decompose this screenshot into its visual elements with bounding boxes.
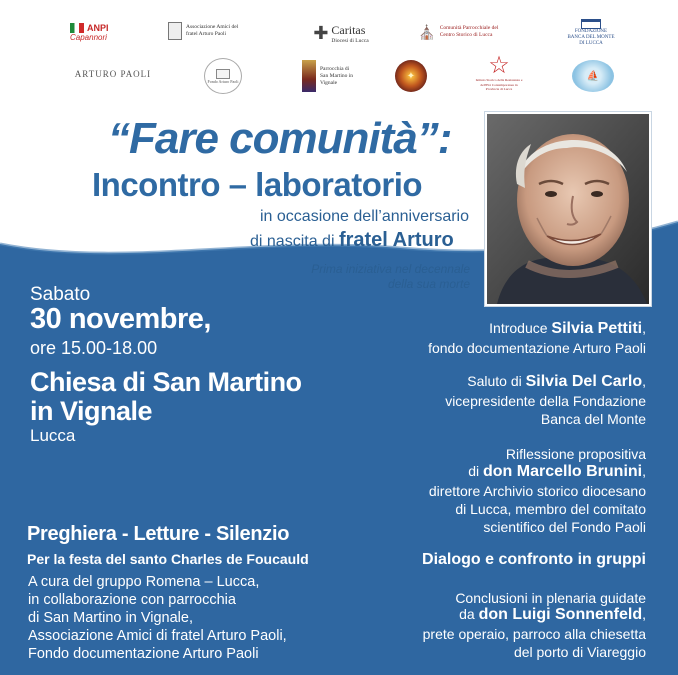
- reflection-speaker: [468, 463, 646, 481]
- parrocchia-name: Parrocchia di San Martino in Vignale: [320, 65, 353, 86]
- program-subtitle: Per la festa del santo Charles de Foucauld: [27, 551, 309, 567]
- romena-logo: [395, 60, 427, 92]
- refl-name: don Marcello Brunini: [482, 463, 643, 480]
- refl-prefix: di: [468, 463, 483, 479]
- intro-prefix: Introduce: [489, 320, 552, 336]
- initiative-text-1: Prima iniziativa nel decennale: [311, 262, 470, 276]
- conclusion-speaker: [459, 606, 646, 624]
- anpi-location: Capannori: [70, 32, 107, 42]
- caritas-name: Caritas: [331, 22, 366, 37]
- greet-speaker: [467, 373, 646, 391]
- caritas-sub: Diocesi di Lucca: [331, 37, 369, 44]
- comunita-name: Comunità Parrocchiale del Centro Storico di Lucca: [439, 25, 499, 38]
- greet-prefix: Saluto di: [467, 373, 526, 389]
- caritas-cross-icon: ✚: [313, 22, 329, 43]
- reflection-role-1: direttore Archivio storico diocesano: [428, 483, 646, 499]
- associazione-logo: [168, 18, 252, 44]
- intro-speaker: [489, 320, 646, 338]
- intro-role: fondo documentazione Arturo Paoli: [428, 340, 646, 356]
- istituto-logo: [474, 50, 524, 96]
- credit-line: Associazione Amici di fratel Arturo Paoli,: [28, 628, 287, 644]
- arturo-paoli-logo: [70, 66, 156, 82]
- comunita-logo: [418, 20, 514, 44]
- conclusion-role-1: prete operaio, parroco alla chiesetta: [422, 626, 646, 642]
- intro-name: Silvia Pettiti: [551, 320, 643, 337]
- occasion-text: in occasione dell’anniversario: [260, 208, 470, 225]
- book-icon: [168, 22, 182, 40]
- event-time: ore 15.00-18.00: [30, 338, 158, 358]
- occasion-prefix: di nascita di: [250, 233, 339, 250]
- event-date: 30 novembre,: [30, 303, 211, 335]
- greet-suffix: ,: [642, 373, 646, 389]
- concl-prefix: da: [459, 606, 479, 622]
- dialog-heading: Dialogo e confronto in gruppi: [422, 551, 646, 568]
- istituto-name: Istituto Storico della Resistenza e dell'Età Contemporanea in Provincia di Lucca: [475, 78, 523, 92]
- flame-icon: ✦: [406, 70, 416, 82]
- fondazione-logo: [566, 18, 616, 48]
- concl-suffix: ,: [642, 606, 646, 622]
- church-icon: ⛪: [418, 23, 436, 40]
- conclusion-label: Conclusioni in plenaria guidate: [455, 590, 646, 606]
- concl-name: don Luigi Sonnenfeld: [478, 606, 643, 623]
- occasion-name: fratel Arturo: [338, 229, 454, 251]
- saint-icon: [302, 60, 316, 92]
- main-title: “Fare comunità”:: [108, 114, 452, 163]
- greet-name: Silvia Del Carlo: [525, 373, 643, 390]
- reflection-label: Riflessione propositiva: [505, 446, 646, 462]
- refl-suffix: ,: [642, 463, 646, 479]
- building-icon: [581, 19, 601, 29]
- fondo-book-icon: [216, 69, 230, 79]
- greet-role-2: Banca del Monte: [540, 411, 646, 427]
- event-day: Sabato: [30, 284, 91, 305]
- greet-role-1: vicepresidente della Fondazione: [445, 393, 646, 409]
- program-title: Preghiera - Letture - Silenzio: [27, 523, 290, 545]
- conclusion-role-2: del porto di Viareggio: [513, 644, 646, 660]
- credit-line: di San Martino in Vignale,: [28, 610, 193, 626]
- caritas-logo: [306, 20, 376, 46]
- credit-line: in collaborazione con parrocchia: [28, 592, 236, 608]
- main-subtitle: Incontro – laboratorio: [92, 166, 423, 203]
- portrait-photo: [485, 112, 651, 306]
- anpi-logo: [70, 18, 114, 46]
- fondo-logo: [204, 58, 242, 94]
- star-icon: ☆: [488, 52, 510, 80]
- intro-suffix: ,: [642, 320, 646, 336]
- venue-line-2: in Vignale: [30, 396, 153, 426]
- credit-line: A cura del gruppo Romena – Lucca,: [28, 574, 260, 590]
- credit-line: Fondo documentazione Arturo Paoli: [28, 646, 259, 662]
- viareggio-logo: [572, 60, 614, 92]
- portrait-illustration: [487, 114, 649, 304]
- reflection-role-2: di Lucca, membro del comitato: [455, 501, 646, 517]
- venue-line-1: Chiesa di San Martino: [30, 367, 302, 397]
- fondo-name: Fondo Arturo Paoli: [207, 78, 239, 84]
- associazione-name: Associazione Amici del fratel Arturo Paoli: [186, 24, 239, 37]
- boat-icon: ⛵: [586, 70, 600, 82]
- fondazione-name: FONDAZIONE BANCA DEL MONTE DI LUCCA: [567, 29, 615, 46]
- venue-city: Lucca: [30, 426, 76, 445]
- parrocchia-logo: [302, 58, 360, 94]
- initiative-text-2: della sua morte: [387, 277, 470, 291]
- anpi-name: ANPI: [87, 22, 109, 33]
- occasion-name-line: [250, 229, 454, 252]
- arturo-paoli-name: ARTURO PAOLI: [74, 69, 152, 79]
- reflection-role-3: scientifico del Fondo Paoli: [483, 519, 646, 535]
